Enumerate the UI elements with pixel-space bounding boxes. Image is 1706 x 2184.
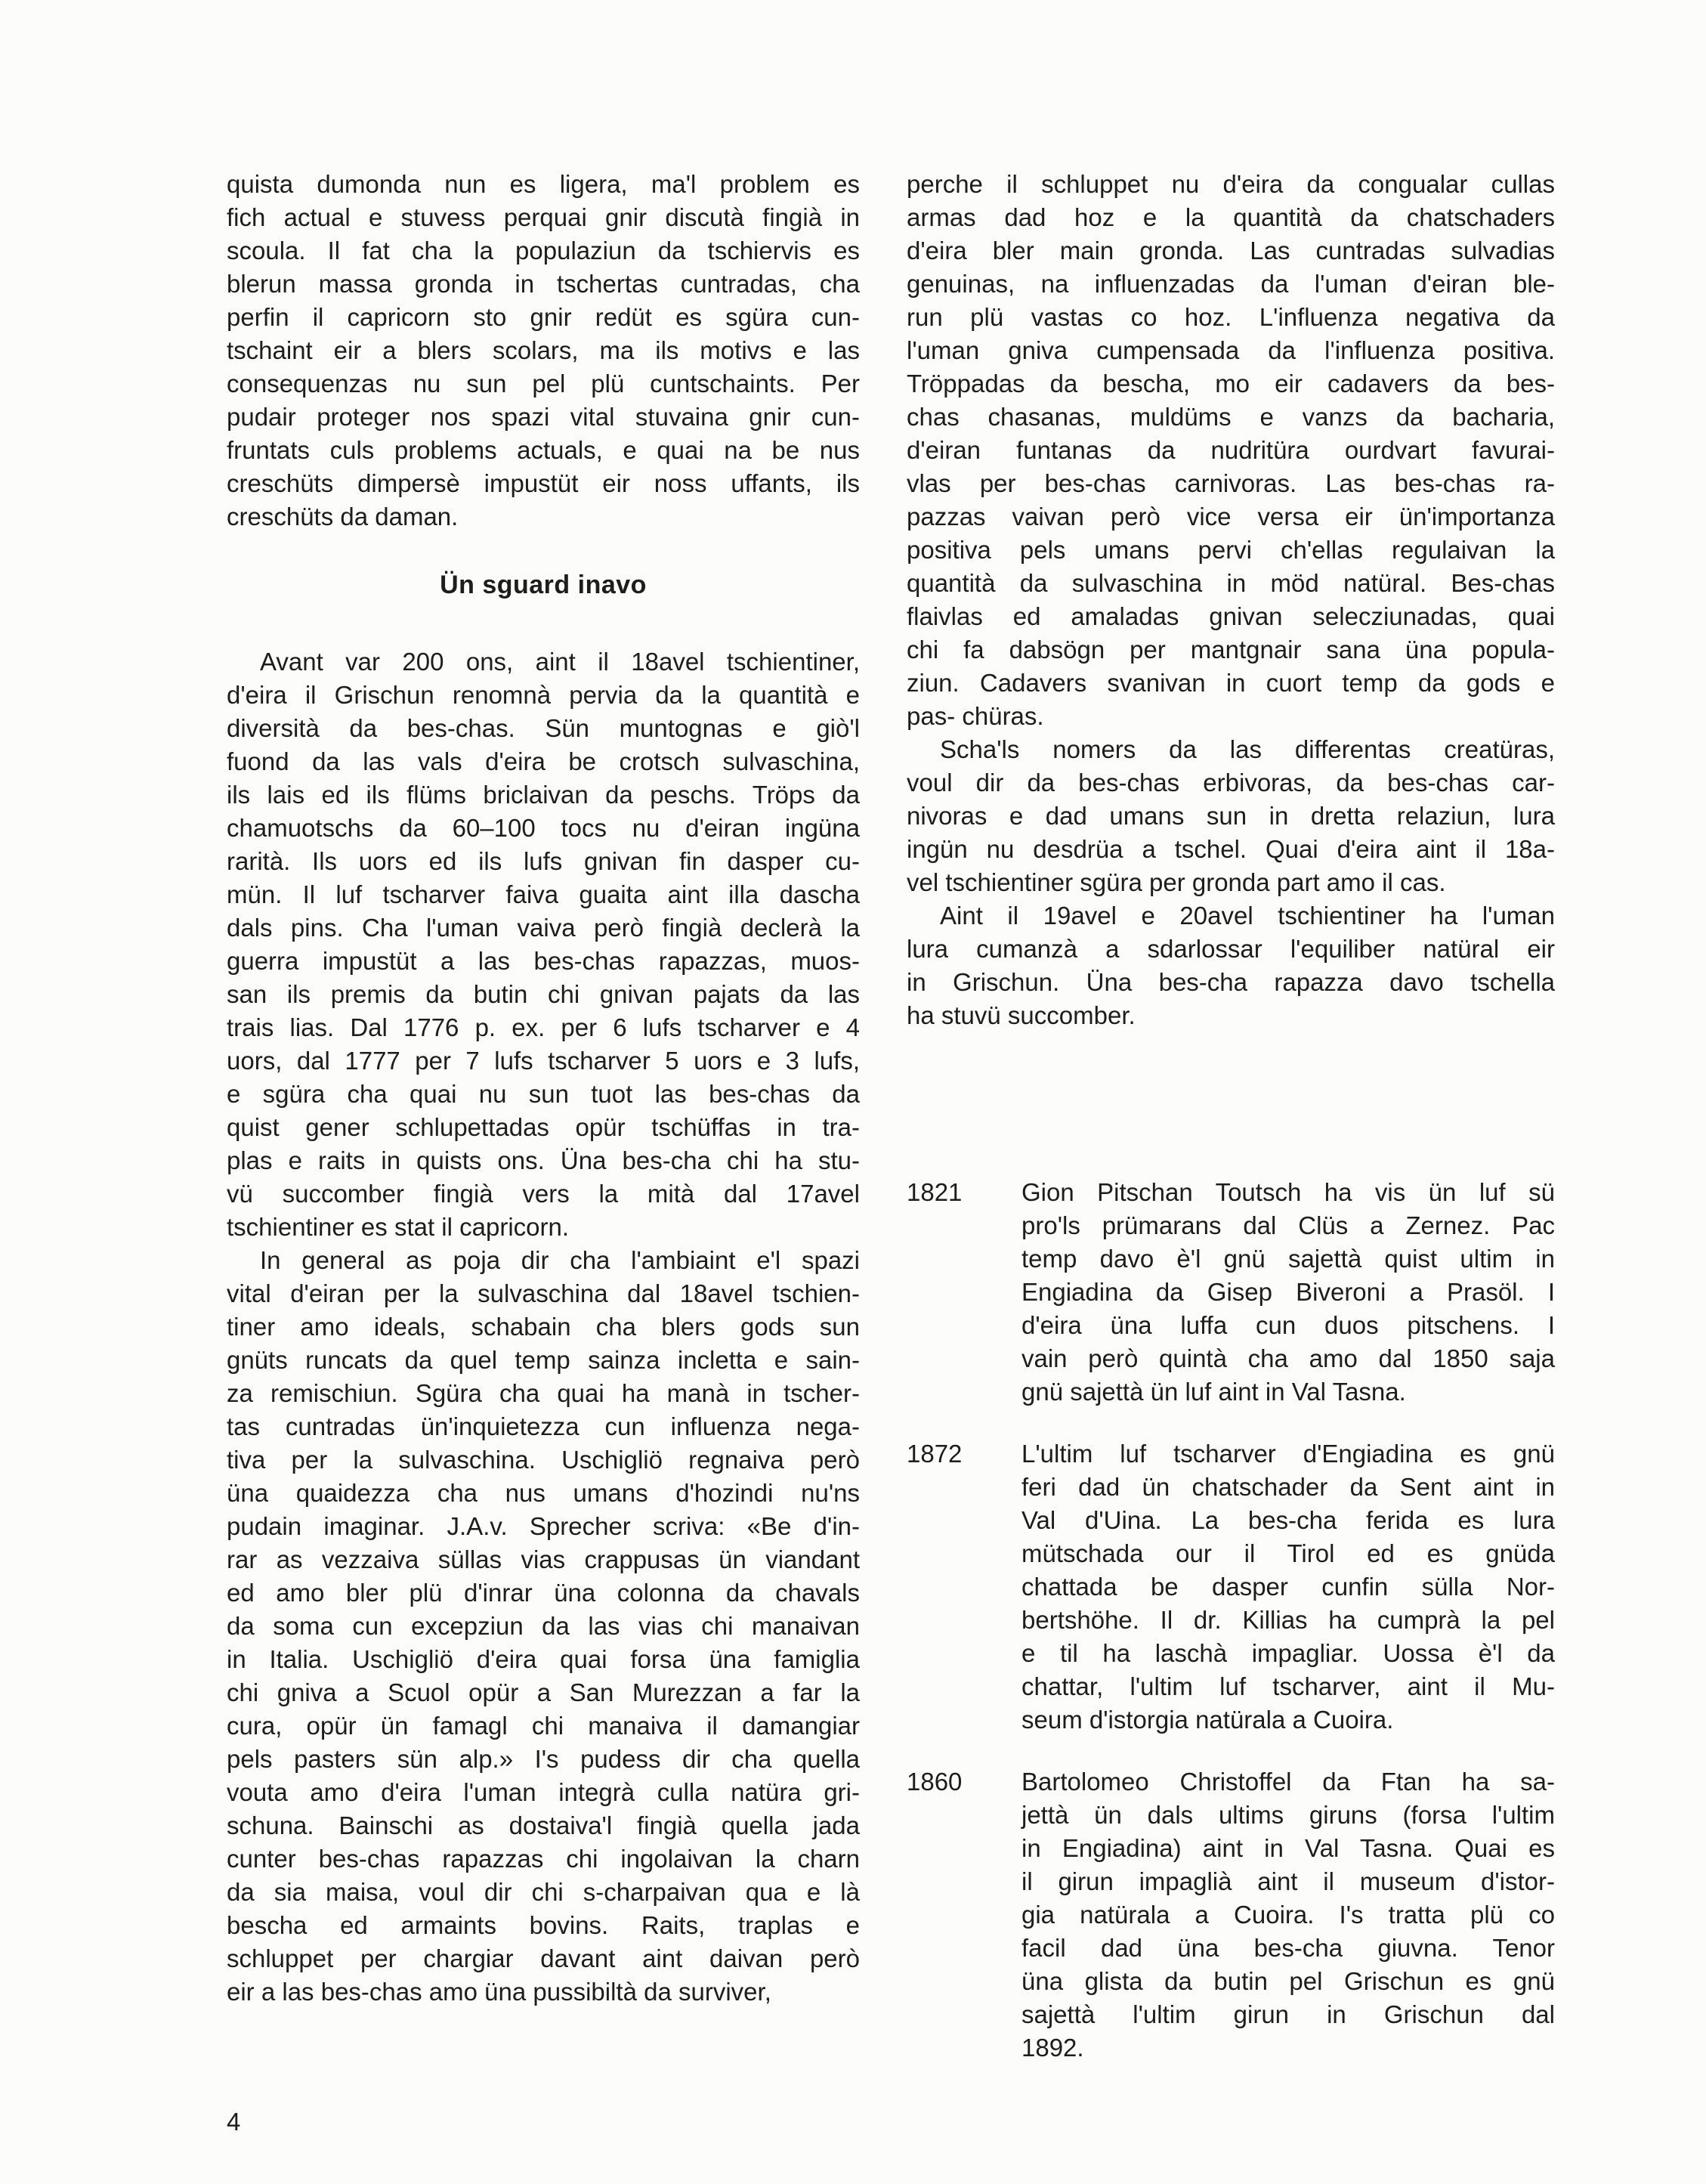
page-number: 4	[227, 2108, 241, 2136]
paragraph-perche-il-schluppet: perche il schluppet nu d'eira da congualar cullas armas dad hoz e la quantità da chatschaders d'eira bler main gronda. Las cuntradas sulvadias genuinas, na influenzadas da l'uman d'eiran ble- run plü vastas co hoz. L'influenza negativa da l'uman gniva cumpensada da l'influenza positiva. Tröppadas da bescha, mo eir cadavers da bes- chas chasanas, muldüms e vanzs da bacharia, d'eiran funtanas da nudritüra ourdvart favurai- vlas per bes-chas carnivoras. Las bes-chas ra- pazzas vaivan però vice versa eir ün'importanza positiva pels umans pervi ch'ellas regulaivan la quantità da sulvaschina in möd natüral. Bes-chas flaivlas ed amaladas gnivan selecziunadas, quai chi fa dabsögn per mantgnair sana üna popula- ziun. Cadavers svanivan in cuort temp da gods e pas- chüras.	[907, 170, 1555, 730]
right-column	[907, 168, 1555, 2065]
paragraph-avant-var-200-ons: Avant var 200 ons, aint il 18avel tschientiner, d'eira il Grischun renomnà pervia da la quantità e diversità da bes-chas. Sün muntognas e giò'l fuond da las vals d'eira be crotsch sulvaschina, ils lais ed ils flüms briclaivan da peschs. Tröps da chamuotschs da 60–100 tocs nu d'eiran ingüna rarità. Ils uors ed ils lufs gnivan fin dasper cu- mün. Il luf tscharver faiva guaita aint illa dascha dals pins. Cha l'uman vaiva però fingià declerà la guerra impustüt a las bes-chas rapazzas, muos- san ils premis da butin chi gnivan pajats da las trais lias. Dal 1776 p. ex. per 6 lufs tscharver e 4 uors, dal 1777 per 7 lufs tscharver 5 uors e 3 lufs, e sgüra cha quai nu sun tuot las bes-chas da quist gener schlupettadas opür tschüffas in tra- plas e raits in quists ons. Üna bes-cha chi ha stu- vü succomber fingià vers la mità dal 17avel tschientiner es stat il capricorn.	[227, 648, 860, 1241]
paragraph-in-general: In general as poja dir cha l'ambiaint e'l spazi vital d'eiran per la sulvaschina dal 18avel tschien- tiner amo ideals, schabain cha blers gods sun gnüts runcats da quel temp sainza incletta e sain- za remischiun. Sgüra cha quai ha manà in tscher- tas cuntradas ün'inquietezza cun influenza nega- tiva per la sulvaschina. Uschigliö regnaiva però üna quaidezza cha nus umans d'hozindi nu'ns pudain imaginar. J.A.v. Sprecher scriva: «Be d'in- rar as vezzaiva süllas vias crappusas ün viandant ed amo bler plü d'inrar üna colonna da chavals da soma cun excepziun da las vias chi manaivan in Italia. Uschigliö d'eira quai forsa üna famiglia chi gniva a Scuol opür a San Murezzan a far la cura, opür ün famagl chi manaiva il damangiar pels pasters sün alp.» I's pudess dir cha quella vouta amo d'eira l'uman integrà culla natüra gri- schuna. Bainschi as dostaiva'l fingià quella jada cunter bes-chas rapazzas chi ingolaivan la charn da sia maisa, voul dir chi s-charpaivan qua e là bescha ed armaints bovins. Raits, traplas e schluppet per chargiar davant aint daivan però eir a las bes-chas amo üna pussibiltà da surviver,	[227, 1246, 860, 2006]
timeline-entry-text: Gion Pitschan Toutsch ha vis ün luf sü pro'ls prümarans dal Clüs a Zernez. Pac temp davo è'l gnü sajettà quist ultim in Engiadina da Gisep Biveroni a Prasöl. I d'eira üna luffa cun duos pitschens. I vain però quintà cha amo dal 1850 saja gnü sajettà ün luf aint in Val Tasna.	[1021, 1178, 1555, 1406]
timeline-entry-1872	[907, 1437, 1555, 1737]
timeline-entry-text: Bartolomeo Christoffel da Ftan ha sa- jettà ün dals ultims giruns (forsa l'ultim in Engiadina) aint in Val Tasna. Quai es il girun impaglià aint il museum d'istor- gia natürala a Cuoira. I's tratta plü co facil dad üna bes-cha giuvna. Tenor üna glista da butin pel Grischun es gnü sajettà l'ultim girun in Grischun dal 1892.	[1021, 1768, 1555, 2062]
left-column	[227, 168, 860, 2009]
paragraph-schals-nomers: Scha'ls nomers da las differentas creatüras, voul dir da bes-chas erbivoras, da bes-chas car- nivoras e dad umans sun in dretta relaziun, lura ingün nu desdrüa a tschel. Quai d'eira aint il 18a- vel tschientiner sgüra per gronda part amo il cas.	[907, 735, 1555, 896]
timeline-year-label: 1821	[907, 1178, 963, 1206]
paragraph-continuation: quista dumonda nun es ligera, ma'l problem es fich actual e stuvess perquai gnir discutà fingià in scoula. Il fat cha la populaziun da tschiervis es blerun massa gronda in tschertas cuntradas, cha perfin il capricorn sto gnir redüt es sgüra cun- tschaint eir a blers scolars, ma ils motivs e las consequenzas nu sun pel plü cuntschaints. Per pudair proteger nos spazi vital stuvaina gnir cun- fruntats culs problems actuals, e quai na be nus creschüts dimpersè impustüt eir noss uffants, ils creschüts da daman.	[227, 170, 860, 531]
timeline-entry-1860	[907, 1765, 1555, 2065]
timeline-entry-1821	[907, 1176, 1555, 1409]
timeline	[907, 1176, 1555, 2065]
timeline-entry-text: L'ultim luf tscharver d'Engiadina es gnü feri dad ün chatschader da Sent aint in Val d'Uina. La bes-cha ferida es lura mütschada our il Tirol ed es gnüda chattada be dasper cunfin sülla Nor- bertshöhe. Il dr. Killias ha cumprà la pel e til ha laschà impagliar. Uossa è'l da chattar, l'ultim luf tscharver, aint il Mu- seum d'istorgia natürala a Cuoira.	[1021, 1440, 1555, 1734]
section-heading: Ün sguard inavo	[440, 571, 647, 599]
timeline-year-label: 1860	[907, 1768, 963, 1796]
paragraph-aint-il-19avel: Aint il 19avel e 20avel tschientiner ha l'uman lura cumanzà a sdarlossar l'equiliber natüral eir in Grischun. Üna bes-cha rapazza davo tschella ha stuvü succomber.	[907, 902, 1555, 1029]
timeline-year-label: 1872	[907, 1440, 963, 1468]
